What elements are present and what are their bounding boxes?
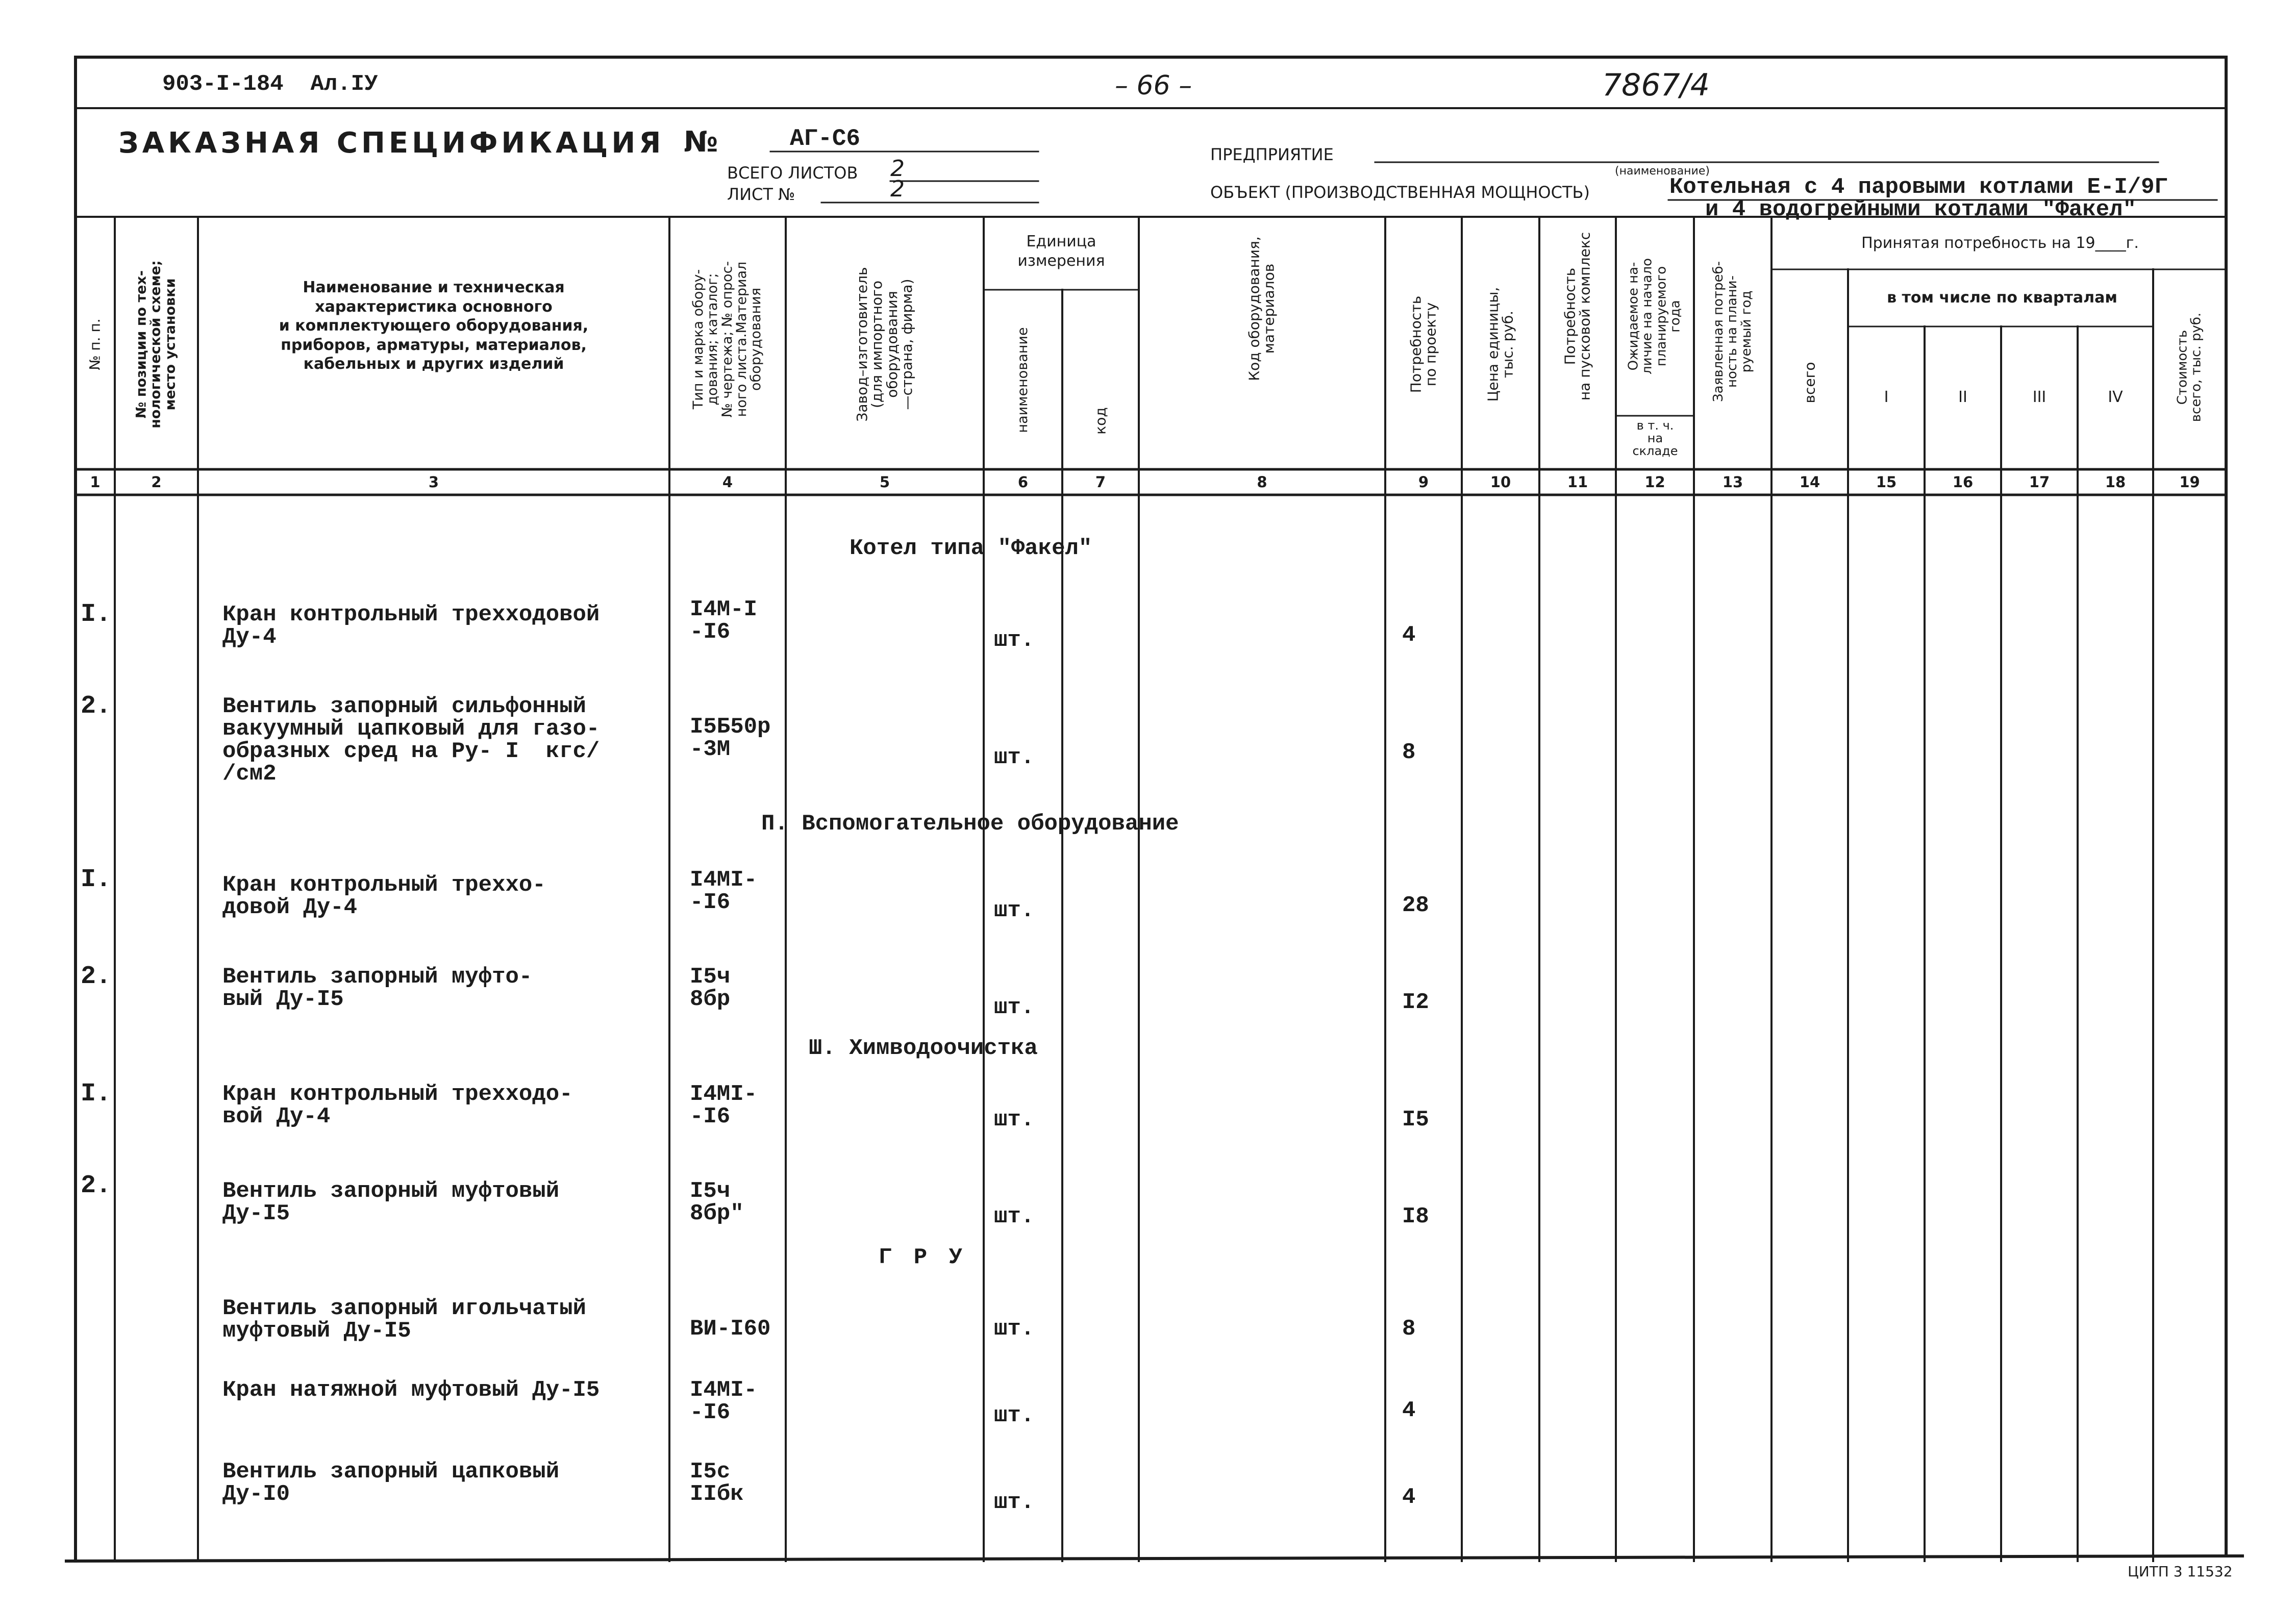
column-number: 3 [428, 473, 439, 491]
header-accepted-need: Принятая потребность на 19____г. [1861, 234, 2139, 252]
item-type: I4МI- -I6 [690, 1082, 758, 1129]
column-number: 9 [1418, 473, 1429, 491]
header-expected-stock: Ожидаемое на- личие на начало планируемого года [1626, 258, 1683, 374]
column-number: 2 [151, 473, 162, 491]
row-number: I. [81, 600, 112, 629]
column-number: 14 [1799, 473, 1820, 491]
item-name: Вентиль запорный муфто- вый Ду-I5 [222, 964, 533, 1012]
document-heading: ЗАКАЗНАЯ СПЕЦИФИКАЦИЯ [118, 127, 665, 160]
item-unit: шт. [994, 1107, 1035, 1133]
header-project-need: Потребность по проекту [1407, 295, 1439, 393]
row-number: 2. [81, 1171, 112, 1200]
row-number: 2. [81, 962, 112, 991]
item-type: I5ч 8бр" [690, 1178, 744, 1226]
header-unit-name: наименование [1014, 327, 1031, 433]
column-number: 13 [1722, 473, 1743, 491]
enterprise-label: ПРЕДПРИЯТИЕ [1210, 145, 1334, 164]
object-name-line1: Котельная с 4 паровыми котлами Е-I/9Г [1669, 174, 2168, 200]
header-name: Наименование и техническая характеристика основного и комплектующего оборудования, приборов, арматуры, материалов, кабельных и других изделий [279, 279, 589, 373]
object-name-line2: и 4 водогрейными котлами "Факел" [1705, 197, 2136, 222]
object-label: ОБЪЕКТ (ПРОИЗВОДСТВЕННАЯ МОЩНОСТЬ) [1210, 183, 1590, 202]
row-number: 2. [81, 692, 112, 721]
header-row-number: № п. п. [86, 318, 104, 370]
column-number: 7 [1095, 473, 1106, 491]
item-unit: шт. [994, 1204, 1035, 1229]
column-number: 4 [722, 473, 733, 491]
column-number: 12 [1644, 473, 1665, 491]
item-type: I5Б50р -3М [690, 714, 771, 762]
item-type: I4МI- -I6 [690, 1377, 758, 1425]
header-launch-need: Потребность на пусковой комплекс [1561, 232, 1593, 401]
item-unit: шт. [994, 627, 1035, 653]
item-type: I5с IIбк [690, 1459, 744, 1507]
header-unit-code: код [1092, 407, 1109, 435]
column-number: 19 [2179, 473, 2200, 491]
item-type: I4МI- -I6 [690, 867, 758, 915]
row-number: I. [81, 865, 112, 894]
item-quantity: I2 [1402, 990, 1429, 1015]
column-number: 1 [90, 473, 101, 491]
number-sign: № [684, 125, 718, 159]
header-cost: Стоимость всего, тыс. руб. [2175, 312, 2204, 422]
item-name: Вентиль запорный сильфонный вакуумный цапковый для газо- образных сред на Ру- I кгс/ /см2 [222, 694, 600, 787]
item-quantity: I5 [1402, 1107, 1429, 1133]
item-unit: шт. [994, 1403, 1035, 1428]
item-type: I4М-I -I6 [690, 597, 758, 645]
item-name: Кран контрольный трехходовой Ду-4 [222, 602, 600, 650]
header-unit-group: Единица измерения [1017, 233, 1105, 270]
header-in-warehouse: в т. ч. на складе [1632, 418, 1678, 459]
item-quantity: 4 [1402, 1485, 1416, 1510]
item-quantity: I8 [1402, 1204, 1429, 1229]
item-unit: шт. [994, 1316, 1035, 1342]
column-number: 15 [1876, 473, 1897, 491]
item-name: Кран контрольный трехходо- вой Ду-4 [222, 1082, 573, 1129]
sheets-total-value: 2 [890, 156, 905, 182]
header-position: № позиции по тех- нологической схеме; место установки [133, 260, 179, 429]
item-quantity: 8 [1402, 1316, 1416, 1342]
header-by-quarters: в том числе по кварталам [1887, 289, 2117, 307]
header-equipment-code: Код оборудования, материалов [1245, 236, 1278, 381]
item-type: ВИ-I60 [690, 1316, 771, 1342]
item-unit: шт. [994, 898, 1035, 923]
item-unit: шт. [994, 995, 1035, 1020]
document-code: 903-I-184 Ал.IУ [162, 71, 378, 97]
header-type-mark: Тип и марка обору- дования; каталог; № чертежа; № опрос- ного листа.Материал оборудования [690, 261, 764, 418]
item-quantity: 8 [1402, 740, 1416, 765]
item-unit: шт. [994, 745, 1035, 770]
sheets-total-label: ВСЕГО ЛИСТОВ [727, 163, 858, 183]
spec-number: АГ-С6 [790, 125, 861, 152]
header-quarter-1: I [1884, 388, 1889, 406]
item-type: I5ч 8бр [690, 964, 731, 1012]
column-number: 10 [1490, 473, 1511, 491]
item-quantity: 28 [1402, 893, 1429, 918]
item-name: Вентиль запорный муфтовый Ду-I5 [222, 1178, 560, 1226]
item-unit: шт. [994, 1490, 1035, 1515]
header-quarter-2: II [1958, 388, 1967, 406]
item-quantity: 4 [1402, 622, 1416, 648]
column-number: 8 [1257, 473, 1267, 491]
item-name: Кран натяжной муфтовый Ду-I5 [222, 1377, 600, 1403]
column-number: 6 [1017, 473, 1029, 491]
section-heading: Ш. Химводоочистка [809, 1036, 1038, 1061]
column-number: 18 [2105, 473, 2126, 491]
section-heading: Г Р У [879, 1245, 967, 1270]
column-number: 11 [1567, 473, 1588, 491]
header-quarter-3: III [2032, 388, 2047, 406]
sheet-value: 2 [890, 176, 905, 202]
header-total: всего [1801, 362, 1818, 404]
item-name: Вентиль запорный игольчатый муфтовый Ду-I5 [222, 1296, 586, 1344]
item-quantity: 4 [1402, 1398, 1416, 1423]
column-number: 17 [2029, 473, 2050, 491]
item-name: Вентиль запорный цапковый Ду-I0 [222, 1459, 560, 1507]
section-heading: П. Вспомогательное оборудование [761, 811, 1179, 837]
header-unit-price: Цена единицы, тыс. руб. [1484, 287, 1516, 402]
page-number: – 66 – [1115, 70, 1192, 101]
item-name: Кран контрольный треххо- довой Ду-4 [222, 872, 546, 920]
archive-number: 7867/4 [1602, 67, 1710, 103]
row-number: I. [81, 1079, 112, 1109]
name-note: (наименование) [1615, 165, 1710, 178]
column-number: 5 [879, 473, 890, 491]
sheet-label: ЛИСТ № [727, 185, 795, 204]
header-quarter-4: IV [2108, 388, 2123, 406]
header-declared-need: Заявленная потреб- ность на плани- руемый год [1711, 261, 1754, 402]
print-mark: ЦИТП 3 11532 [2128, 1563, 2233, 1580]
column-number: 16 [1952, 473, 1974, 491]
section-heading: Котел типа "Факел" [850, 536, 1092, 561]
header-manufacturer: Завод–изготовитель (для импортного оборудования —страна, фирма) [854, 267, 916, 422]
